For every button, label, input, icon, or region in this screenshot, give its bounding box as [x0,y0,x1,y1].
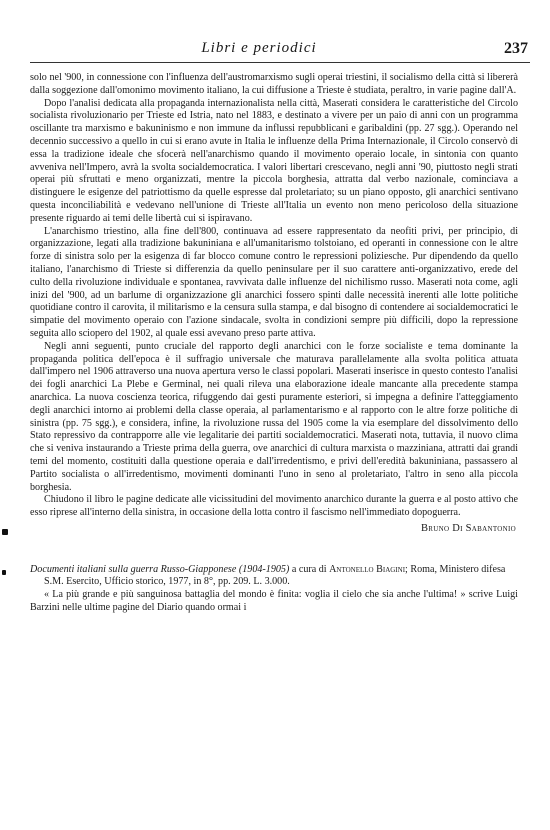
margin-mark [2,529,8,535]
review-signature: Bruno Di Sabantonio [420,522,516,534]
margin-mark [2,570,6,575]
paragraph: Chiudono il libro le pagine dedicate alle vicissitudini del movimento anarchico durante la guerra e al posto attivo che esso riprese all'interno della sinistra, in occasione della lotta contro il fascismo nell'immediato dopoguerra. [30,494,518,519]
review-heading [30,564,518,590]
page-number: 237 [504,40,528,57]
next-review [30,564,518,615]
review-book-title: Documenti italiani sulla guerra Russo-Giapponese (1904-1905) [30,563,290,575]
paragraph: Negli anni seguenti, punto cruciale del rapporto degli anarchici con le forze socialiste e tema dominante la propaganda politica dell'epoca è il suffragio universale che maturava parallelamente alla svolta politica attuata dall'impero nel 1906 attraverso una nuova apertura verso le classi popolari. Maserati inserisce in questo contesto l'analisi dei fogli anarchici La Plebe e Germinal, nei quali rileva una elaborazione ideale mancante alla precedente stampa anarchica. La nuova coscienza teorica, rifuggendo dai gesti puramente esteriori, si impegna a definire l'atteggiamento degli anarchici intorno ai problemi della classe operaia, al parlamentarismo e al rapporto con le altre forze politiche di sinistra (pp. 75 sgg.), e considera, infine, la rivoluzione russa del 1905 come la via esemplare del dissolvimento dello Stato repressivo da contrapporre alle vie legalitarie dei partiti socialdemocratici. Maserati nota, tuttavia, il nuovo clima che si veniva instaurando a Trieste prima della guerra, ove anarchici di cultura marxista o mazziniana, attratti dai grandi temi del momento, costituiti dalla questione operaia e dall'irredentismo, e privi dell'eredità bakuniniana, passassero al Partito socialista o all'irredentismo, movimenti dominanti l'uno in seno al proletariato, l'altro in seno alla piccola borghesia. [30,340,518,493]
review-editor: Antonello Biagini [329,563,406,575]
review-publication: ; Roma, Ministero difesa S.M. Esercito, Ufficio storico, 1977, in 8°, pp. 209. L. 3.000. [44,563,506,588]
review-opening: « La più grande e più sanguinosa battaglia del mondo è finita: voglia il cielo che sia anche l'ultima! » scrive Luigi Barzini nelle ultime pagine del Diario quando ormai i [30,589,518,614]
header-rule [30,62,530,63]
section-title: Libri e periodici [201,40,317,56]
article-body [30,72,518,615]
paragraph: solo nel '900, in connessione con l'influenza dell'austromarxismo sugli operai triestini, il socialismo della città si libererà dalla soggezione dall'omonimo movimento italiano, la cui diffusione a Trieste è studiata, peraltro, in varie pagine dall'A. [30,72,518,96]
paragraph: L'anarchismo triestino, alla fine dell'800, continuava ad essere rappresentato da neofiti privi, per principio, di organizzazione, legati alla tradizione bakuniniana e all'umanitarismo tolstoiano, ed operanti in connessione con le altre forze di sinistra solo per la esigenza di far blocco comune contro le repressioni poliziesche. Pur dipendendo da quello italiano, l'anarchismo di Trieste si differenzia da quello peninsulare per il suo carattere anti-organizzativo, erede del culto della rivoluzione individuale e spontanea, ravvivata dalle influenze del nichilismo russo. Maserati nota come, agli inizi del '900, ad un barlume di organizzazione gli anarchici fossero spinti dalle necessità inerenti alle lotte politiche quotidiane contro il carovita, il militarismo e la censura sulla stampa, e dal bisogno di contendere ai socialdemocratici le simpatie del movimento operaio con l'azione sindacale, svolta in condizioni sempre più difficili, dopo la repressione seguita allo sciopero del 1902, al quale essi avevano preso parte attiva. [30,225,518,339]
review-connector: a cura di [289,563,330,575]
paragraph: Dopo l'analisi dedicata alla propaganda internazionalista nella città, Maserati considera le caratteristiche del Circolo socialista rivoluzionario per Trieste ed Istria, nato nel 1883, e destinato a vivere per un paio di anni con un programma oscillante tra marxismo e bakuninismo e non immune da influssi repubblicani e garibaldini (pp. 27 sgg.). Operando nel decennio successivo a quello in cui si erano avute in Italia le influenze della Prima Internazionale, il Circolo conservò di essa la tradizione ideale che sfocerà nell'anarchismo quando il movimento operaio locale, in sintonia con quanto avveniva nell'Impero, avrà la svolta socialdemocratica. I valori libertari crescevano, negli anni '90, piuttosto negli strati operai più sfruttati e meno organizzati, mentre la piccola borghesia, attratta dal verbo nazionale, cominciava a distinguere le esigenze del patriottismo da quelle espresse dal proletariato; su un piano opposto, gli anarchici sentivano questa inconciliabilità e vedevano nell'unione di Trieste all'Italia un evento non meno pericoloso della situazione presente riguardo ai temi delle libertà cui si ispiravano. [30,97,518,224]
running-head [30,40,530,64]
